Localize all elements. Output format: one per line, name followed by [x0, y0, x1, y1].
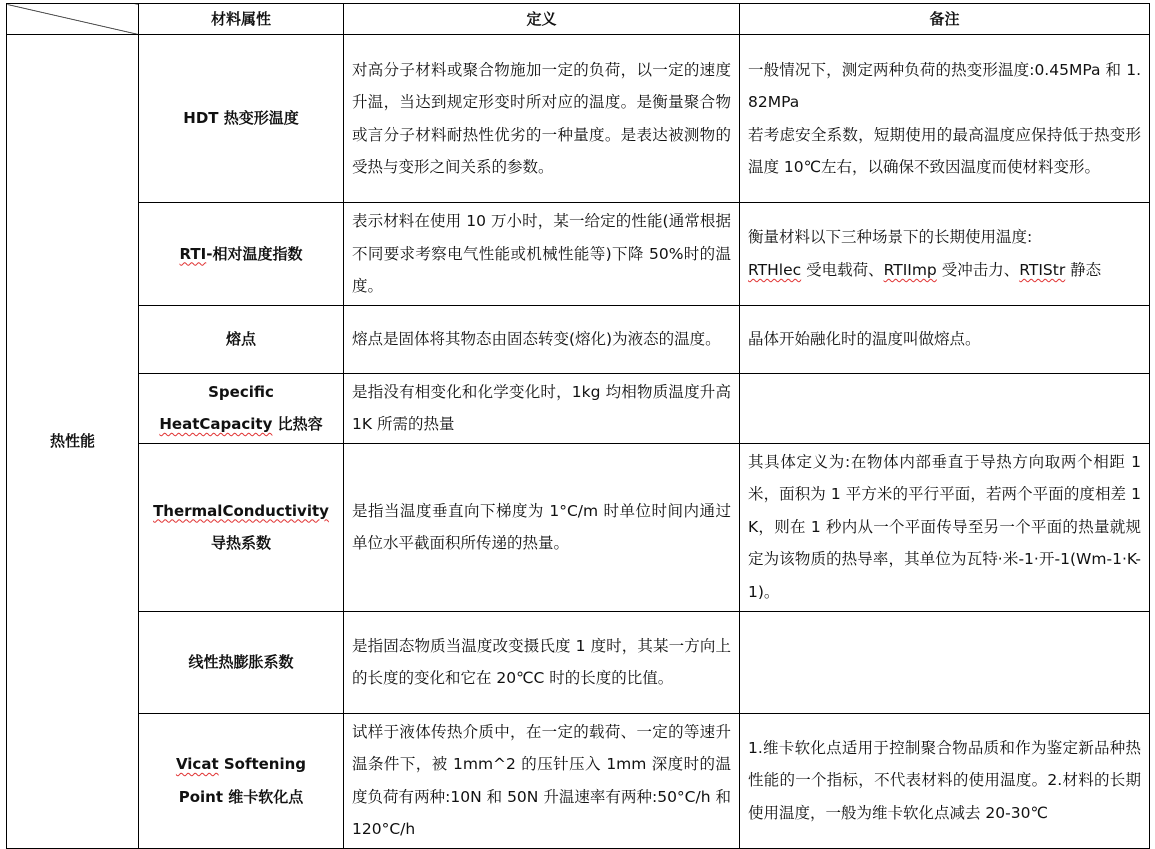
- definition-cell: 试样于液体传热介质中，在一定的载荷、一定的等速升温条件下，被 1mm^2 的压针压入 1mm 深度时的温度负荷有两种:10N 和 50N 升温速率有两种:50°C/h 和 120°C/h: [344, 713, 740, 848]
- attribute-label: 熔点: [225, 329, 256, 348]
- note-line: 衡量材料以下三种场景下的长期使用温度:: [748, 228, 1033, 247]
- attribute-cell: [139, 35, 344, 203]
- note-cell: [740, 373, 1150, 443]
- attribute-label: Point 维卡软化点: [178, 787, 304, 806]
- attribute-label-term: HeatCapacity: [159, 415, 273, 433]
- attribute-label: 导热系数: [210, 534, 271, 552]
- header-definition: 定义: [344, 4, 740, 35]
- group-label: 热性能: [7, 35, 139, 849]
- attribute-label-term: ThermalConductivity: [153, 501, 329, 520]
- attribute-cell: [139, 203, 344, 306]
- definition-cell: 对高分子材料或聚合物施加一定的负荷，以一定的速度升温，当达到规定形变时所对应的温度。是衡量聚合物或言分子材料耐热性优劣的一种量度。是表达被测物的受热与变形之间关系的参数。: [344, 35, 740, 203]
- note-term: RTHlec: [748, 260, 802, 279]
- note-cell: 其具体定义为:在物体内部垂直于导热方向取两个相距 1 米，面积为 1 平方米的平行平面，若两个平面的度相差 1K，则在 1 秒内从一个平面传导至另一个平面的热量就规定为该物质的热导率，其单位为瓦特·米-1·开-1(Wm-1·K-1)。: [740, 443, 1150, 611]
- note-line: 若考虑安全系数，短期使用的最高温度应保持低于热变形温度 10℃左右，以确保不致因温度而使材料变形。: [748, 125, 1141, 176]
- note-cell: 晶体开始融化时的温度叫做熔点。: [740, 305, 1150, 373]
- note-text: 静态: [1065, 260, 1102, 279]
- note-cell: [740, 35, 1150, 203]
- definition-cell: 是指没有相变化和化学变化时，1kg 均相物质温度升高 1K 所需的热量: [344, 373, 740, 443]
- note-term: RTIStr: [1019, 260, 1066, 279]
- table-row: [7, 203, 1150, 306]
- table-row: [7, 373, 1150, 443]
- note-term: RTIImp: [883, 260, 937, 279]
- note-text: 受冲击力、: [936, 260, 1020, 279]
- definition-cell: 表示材料在使用 10 万小时，某一给定的性能(通常根据不同要求考察电气性能或机械性能等)下降 50%时的温度。: [344, 203, 740, 306]
- note-line: [748, 254, 1141, 287]
- attribute-cell: [139, 373, 344, 443]
- attribute-label-term: Vicat: [175, 755, 219, 773]
- attribute-label: -相对温度指数: [206, 244, 303, 263]
- attribute-label: Softening: [218, 755, 307, 773]
- header-row: [7, 4, 1150, 35]
- definition-cell: 熔点是固体将其物态由固态转变(熔化)为液态的温度。: [344, 305, 740, 373]
- attribute-label: 线性热膨胀系数: [188, 652, 294, 671]
- attribute-label: 比热容: [272, 415, 323, 433]
- thermal-properties-table: [6, 3, 1150, 849]
- table-row: [7, 305, 1150, 373]
- attribute-cell: [139, 713, 344, 848]
- table-row: [7, 611, 1150, 713]
- note-cell: [740, 611, 1150, 713]
- attribute-label: HDT 热变形温度: [183, 109, 299, 128]
- definition-cell: 是指当温度垂直向下梯度为 1°C/m 时单位时间内通过单位水平截面积所传递的热量。: [344, 443, 740, 611]
- note-text: 受电载荷、: [801, 260, 884, 279]
- definition-cell: 是指固态物质当温度改变摄氏度 1 度时，其某一方向上的长度的变化和它在 20℃C 时的长度的比值。: [344, 611, 740, 713]
- attribute-cell: [139, 305, 344, 373]
- table-row: [7, 35, 1150, 203]
- note-line: 一般情况下，测定两种负荷的热变形温度:0.45MPa 和 1.82MPa: [748, 60, 1141, 111]
- note-cell: [740, 203, 1150, 306]
- attribute-label-abbr: RTI: [179, 244, 207, 263]
- note-cell: 1.维卡软化点适用于控制聚合物品质和作为鉴定新品种热性能的一个指标，不代表材料的使用温度。2.材料的长期使用温度，一般为维卡软化点减去 20-30℃: [740, 713, 1150, 848]
- table-row: [7, 443, 1150, 611]
- attribute-cell: [139, 611, 344, 713]
- table-row: [7, 713, 1150, 848]
- header-attribute: 材料属性: [139, 4, 344, 35]
- header-note: 备注: [740, 4, 1150, 35]
- attribute-label: Specific: [208, 382, 274, 401]
- attribute-cell: [139, 443, 344, 611]
- header-corner-cell: [7, 4, 139, 35]
